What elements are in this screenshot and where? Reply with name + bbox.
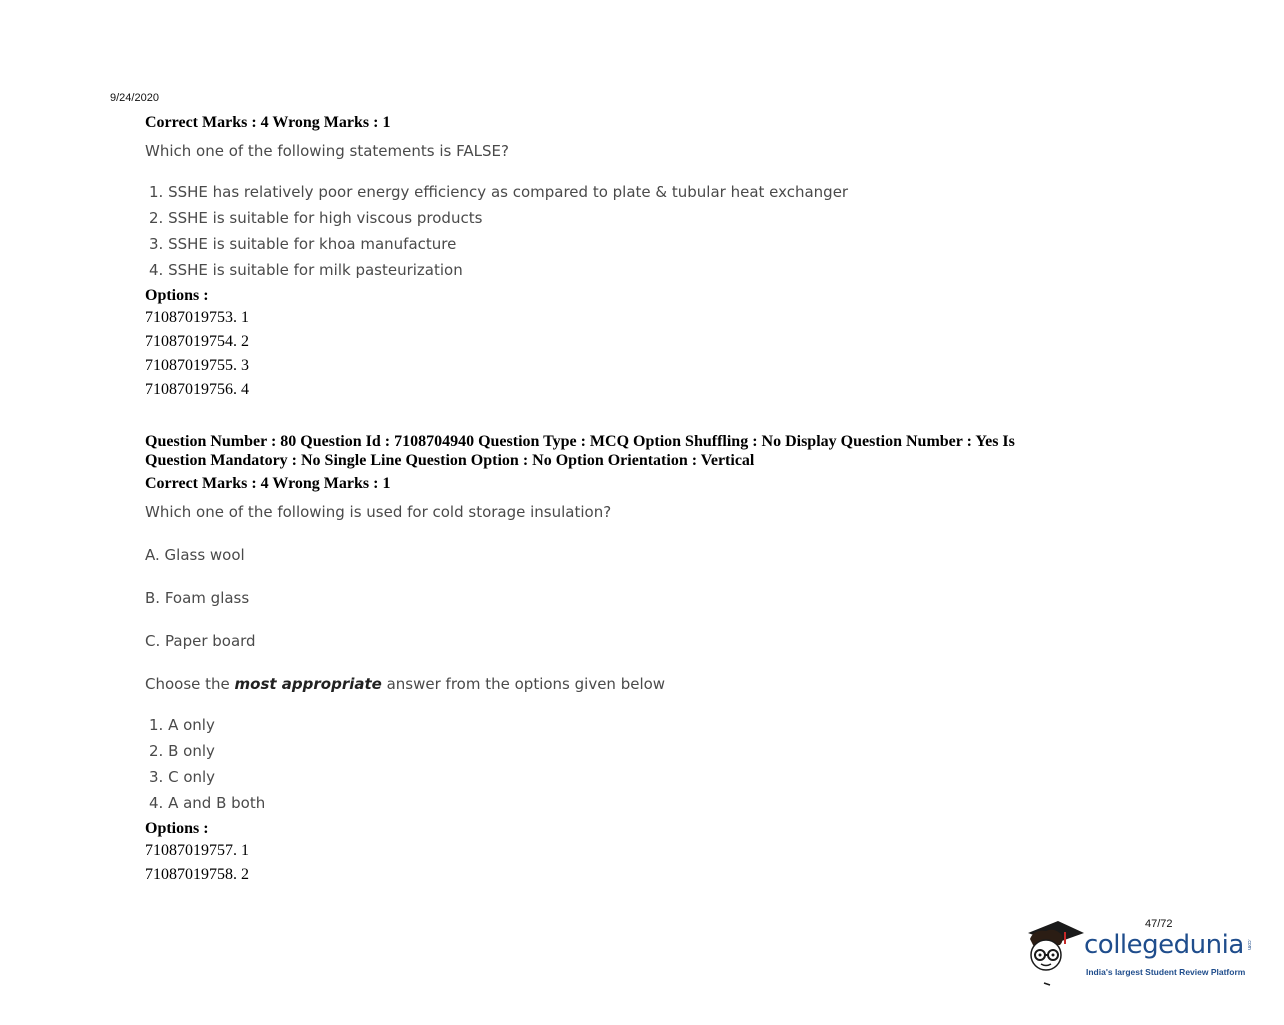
page-number: 47/72 <box>1145 918 1173 930</box>
q80-question: Which one of the following is used for cold storage insulation? <box>145 503 612 521</box>
q80-item: C. Paper board <box>145 632 256 650</box>
instruction-prefix: Choose the <box>145 675 235 693</box>
brand-suffix: .com <box>1246 939 1252 950</box>
q80-answer: 2. B only <box>149 742 215 760</box>
q79-option: 71087019756. 4 <box>145 381 249 398</box>
q80-option: 71087019757. 1 <box>145 842 249 859</box>
q79-options-label: Options : <box>145 287 209 304</box>
q80-item: A. Glass wool <box>145 546 245 564</box>
instruction-emphasis: most appropriate <box>234 675 382 693</box>
q80-answers <box>145 712 1145 816</box>
q79-marks: Correct Marks : 4 Wrong Marks : 1 <box>145 114 391 131</box>
q80-meta-line: Question Number : 80 Question Id : 7108704940 Question Type : MCQ Option Shuffling : No Display Question Number : Yes Is <box>145 433 1015 450</box>
q80-options-label: Options : <box>145 820 209 837</box>
q80-meta <box>145 432 1105 470</box>
mascot-icon <box>1024 917 1084 987</box>
q80-answer: 4. A and B both <box>149 794 266 812</box>
q80-answer: 1. A only <box>149 716 215 734</box>
q79-statement: 2. SSHE is suitable for high viscous products <box>149 209 483 227</box>
brand-tagline: India's largest Student Review Platform <box>1086 967 1246 977</box>
q80-marks: Correct Marks : 4 Wrong Marks : 1 <box>145 475 391 492</box>
q80-instruction <box>145 674 1145 694</box>
q79-statements <box>145 179 1145 283</box>
q79-question: Which one of the following statements is FALSE? <box>145 142 509 160</box>
q79-option: 71087019753. 1 <box>145 309 249 326</box>
print-date: 9/24/2020 <box>110 92 159 104</box>
q79-statement: 4. SSHE is suitable for milk pasteurization <box>149 261 463 279</box>
q80-option: 71087019758. 2 <box>145 866 249 883</box>
q79-statement: 1. SSHE has relatively poor energy efficiency as compared to plate & tubular heat exchanger <box>149 183 849 201</box>
q79-option: 71087019754. 2 <box>145 333 249 350</box>
instruction-suffix: answer from the options given below <box>381 675 666 693</box>
q80-item: B. Foam glass <box>145 589 250 607</box>
q80-meta-line: Question Mandatory : No Single Line Question Option : No Option Orientation : Vertical <box>145 452 755 469</box>
page-content <box>145 113 1145 887</box>
brand-name: collegedunia <box>1084 930 1244 960</box>
q79-statement: 3. SSHE is suitable for khoa manufacture <box>149 235 457 253</box>
q79-option: 71087019755. 3 <box>145 357 249 374</box>
q80-answer: 3. C only <box>149 768 216 786</box>
collegedunia-logo[interactable] <box>1024 917 1254 989</box>
